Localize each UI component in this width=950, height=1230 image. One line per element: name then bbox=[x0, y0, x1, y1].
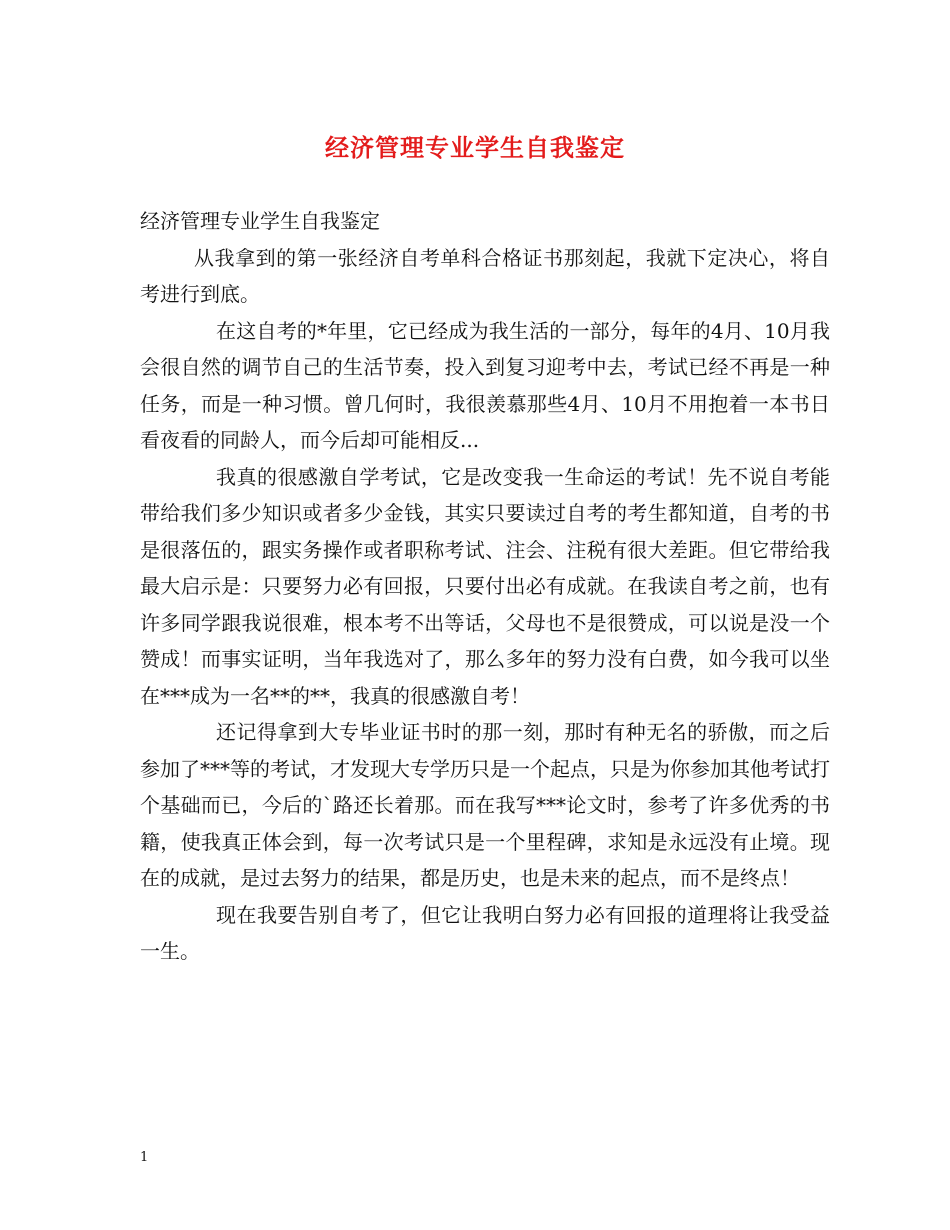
document-body bbox=[140, 203, 830, 970]
paragraph-5: 现在我要告别自考了，但它让我明白努力必有回报的道理将让我受益一生。 bbox=[140, 902, 830, 963]
document-title: 经济管理专业学生自我鉴定 bbox=[325, 133, 625, 162]
page-number: 1 bbox=[140, 1150, 149, 1165]
paragraph-4: 还记得拿到大专毕业证书时的那一刻，那时有种无名的骄傲，而之后参加了***等的考试，才发现大专学历只是一个起点，只是为你参加其他考试打个基础而已，今后的`路还长着那。而在我写***论文时，参考了许多优秀的书籍，使我真正体会到，每一次考试只是一个里程碑，求知是永远没有止境。现在的成就，是过去努力的结果，都是历史，也是未来的起点，而不是终点！ bbox=[140, 720, 830, 890]
paragraph-3: 我真的很感激自学考试，它是改变我一生命运的考试！先不说自考能带给我们多少知识或者多少金钱，其实只要读过自考的考生都知道，自考的书是很落伍的，跟实务操作或者职称考试、注会、注税有很大差距。但它带给我最大启示是：只要努力必有回报，只要付出必有成就。在我读自考之前，也有许多同学跟我说很难，根本考不出等话，父母也不是很赞成，可以说是没一个赞成！而事实证明，当年我选对了，那么多年的努力没有白费，如今我可以坐在***成为一名**的**，我真的很感激自考！ bbox=[140, 464, 830, 708]
document-subtitle: 经济管理专业学生自我鉴定 bbox=[140, 209, 380, 233]
paragraph-1: 从我拿到的第一张经济自考单科合格证书那刻起，我就下定决心，将自考进行到底。 bbox=[140, 245, 830, 306]
paragraph-2: 在这自考的*年里，它已经成为我生活的一部分，每年的4月、10月我会很自然的调节自己的生活节奏，投入到复习迎考中去，考试已经不再是一种任务，而是一种习惯。曾几何时，我很羡慕那些4月、10月不用抱着一本书日看夜看的同龄人，而今后却可能相反... bbox=[140, 318, 830, 452]
